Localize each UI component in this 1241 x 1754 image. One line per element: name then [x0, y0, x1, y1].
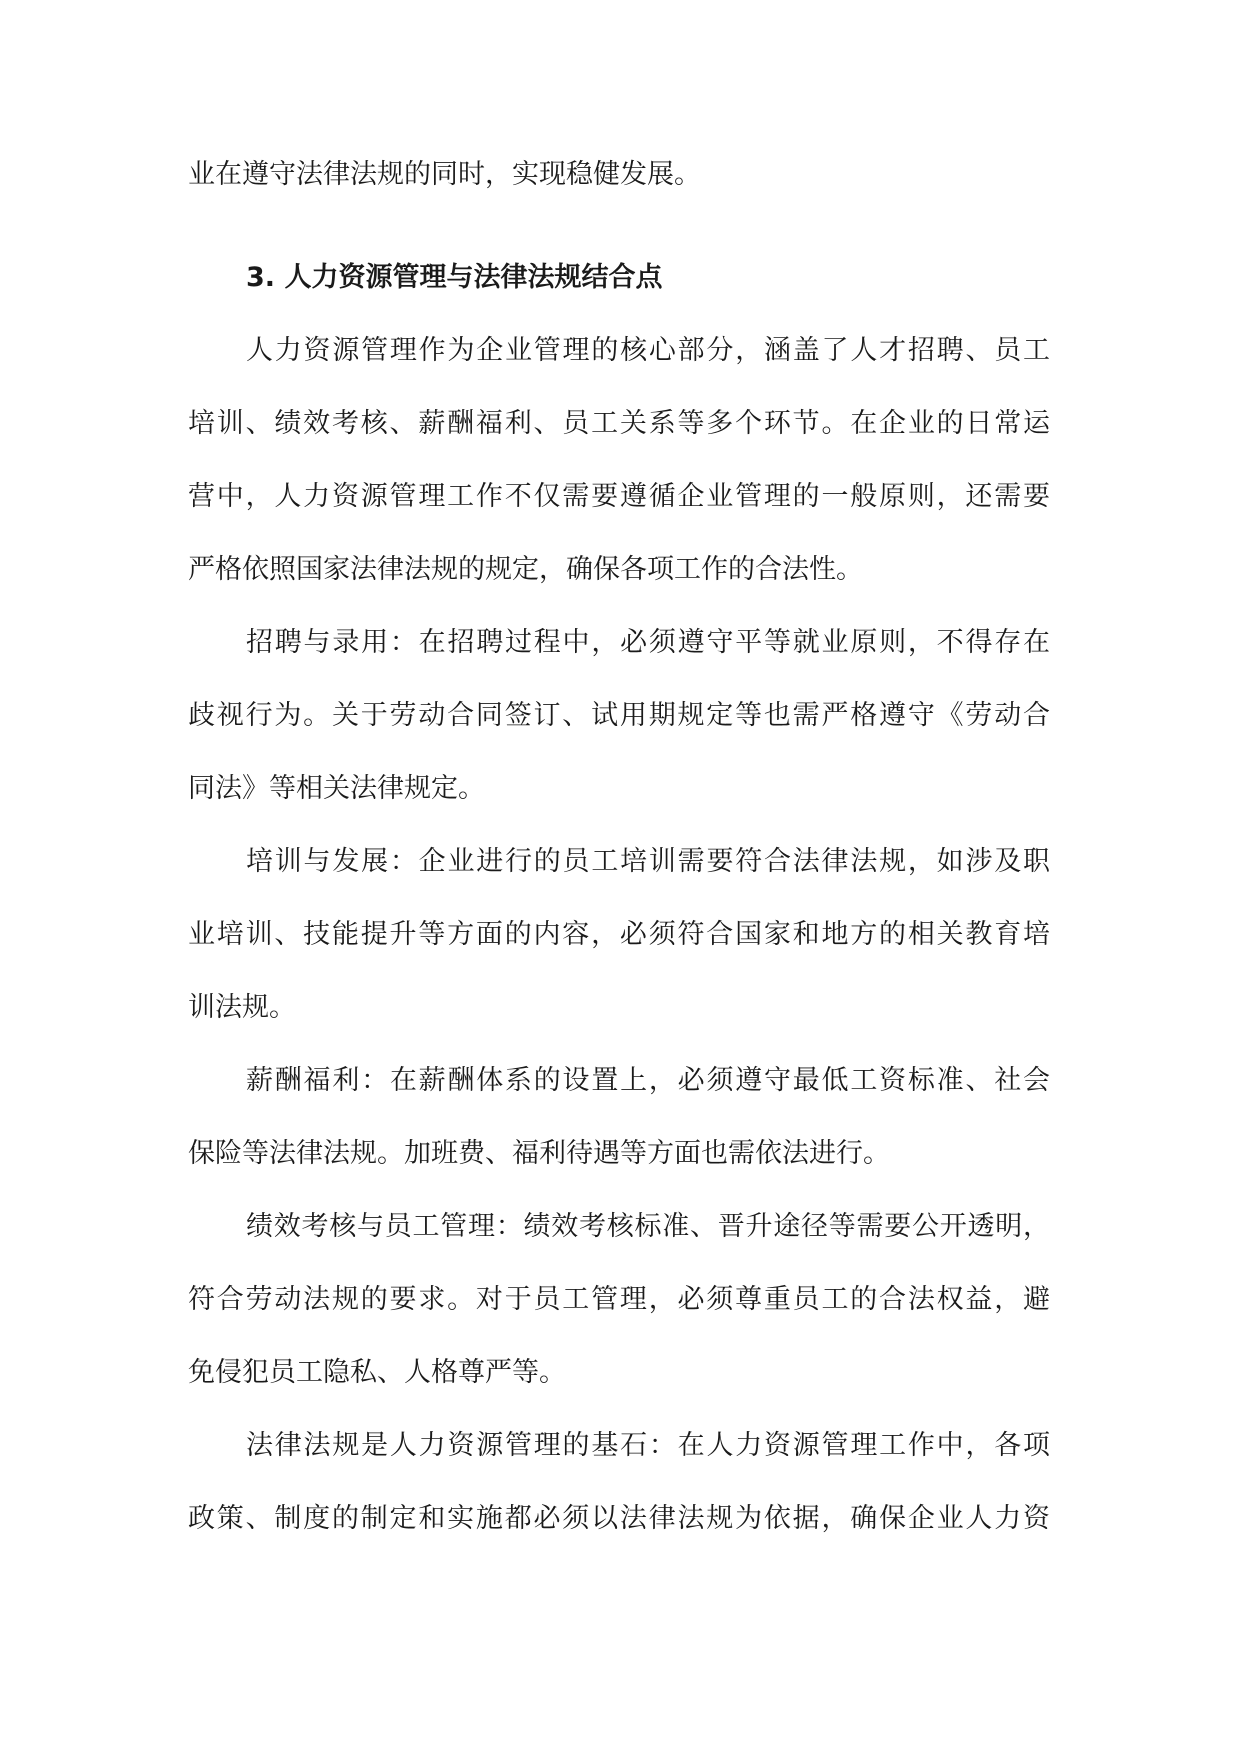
paragraph-line: 符合劳动法规的要求。对于员工管理，必须尊重员工的合法权益，避	[188, 1284, 1050, 1315]
paragraph-line: 业培训、技能提升等方面的内容，必须符合国家和地方的相关教育培	[188, 919, 1050, 950]
paragraph	[188, 1044, 1050, 1190]
paragraph-line: 免侵犯员工隐私、人格尊严等。	[188, 1357, 566, 1388]
paragraph	[188, 1190, 1050, 1409]
document-body	[188, 138, 1050, 1555]
paragraph-line: 歧视行为。关于劳动合同签订、试用期规定等也需严格遵守《劳动合	[188, 700, 1050, 731]
paragraph-line: 法律法规是人力资源管理的基石：在人力资源管理工作中，各项	[246, 1430, 1050, 1461]
paragraph	[188, 606, 1050, 825]
paragraph-line: 招聘与录用：在招聘过程中，必须遵守平等就业原则，不得存在	[246, 627, 1050, 658]
paragraph-line: 训法规。	[188, 992, 296, 1023]
paragraph-line: 政策、制度的制定和实施都必须以法律法规为依据，确保企业人力资	[188, 1503, 1050, 1534]
paragraph-line: 培训与发展：企业进行的员工培训需要符合法律法规，如涉及职	[246, 846, 1050, 877]
paragraph	[188, 314, 1050, 606]
paragraph-line: 同法》等相关法律规定。	[188, 773, 485, 804]
paragraph-line: 保险等法律法规。加班费、福利待遇等方面也需依法进行。	[188, 1138, 890, 1169]
paragraph	[188, 825, 1050, 1044]
section-heading: 3. 人力资源管理与法律法规结合点	[246, 262, 663, 293]
paragraph-line: 培训、绩效考核、薪酬福利、员工关系等多个环节。在企业的日常运	[188, 408, 1050, 439]
paragraph-line: 营中，人力资源管理工作不仅需要遵循企业管理的一般原则，还需要	[188, 481, 1050, 512]
paragraph	[188, 1409, 1050, 1555]
paragraph-line: 严格依照国家法律法规的规定，确保各项工作的合法性。	[188, 554, 863, 585]
intro-tail-line: 业在遵守法律法规的同时，实现稳健发展。	[188, 159, 701, 190]
paragraph-line: 薪酬福利：在薪酬体系的设置上，必须遵守最低工资标准、社会	[246, 1065, 1050, 1096]
paragraph-line: 人力资源管理作为企业管理的核心部分，涵盖了人才招聘、员工	[246, 335, 1050, 366]
paragraph-line: 绩效考核与员工管理：绩效考核标准、晋升途径等需要公开透明，	[246, 1211, 1050, 1242]
